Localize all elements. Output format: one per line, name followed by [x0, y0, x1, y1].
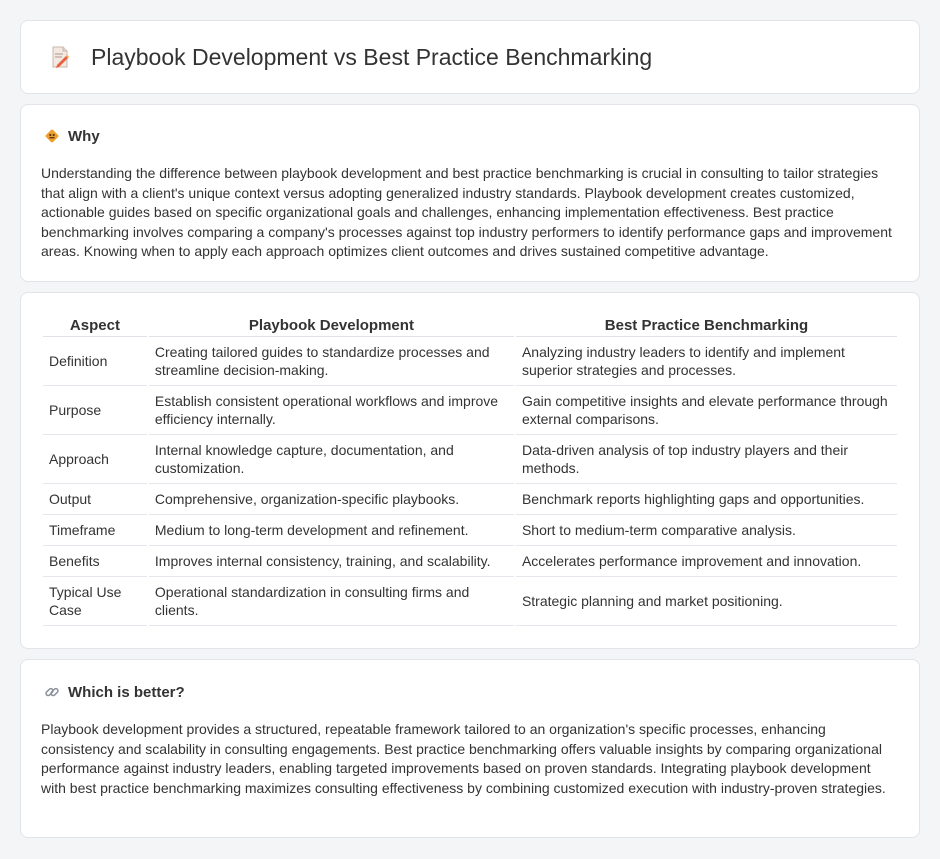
row-aspect: Output — [43, 484, 147, 515]
document-pencil-icon — [47, 44, 73, 70]
table-row — [43, 435, 897, 484]
page-title: Playbook Development vs Best Practice Benchmarking — [91, 43, 653, 70]
table-row — [43, 546, 897, 577]
comparison-table — [41, 313, 899, 626]
row-benchmarking: Short to medium-term comparative analysis. — [516, 515, 897, 546]
why-title: Why — [68, 127, 100, 145]
row-playbook: Internal knowledge capture, documentation, and customization. — [149, 435, 514, 484]
table-row — [43, 484, 897, 515]
row-benchmarking: Data-driven analysis of top industry players and their methods. — [516, 435, 897, 484]
comparison-card — [20, 292, 920, 649]
table-header-row — [43, 313, 897, 337]
why-section — [20, 104, 920, 282]
diamond-sign-icon — [43, 127, 61, 145]
link-icon — [43, 683, 61, 701]
better-heading — [43, 683, 185, 701]
column-header-benchmarking: Best Practice Benchmarking — [516, 313, 897, 337]
row-benchmarking: Analyzing industry leaders to identify and implement superior strategies and processes. — [516, 337, 897, 386]
table-row — [43, 337, 897, 386]
row-playbook: Improves internal consistency, training, and scalability. — [149, 546, 514, 577]
row-playbook: Comprehensive, organization-specific playbooks. — [149, 484, 514, 515]
row-aspect: Benefits — [43, 546, 147, 577]
title-card — [20, 20, 920, 94]
row-benchmarking: Accelerates performance improvement and innovation. — [516, 546, 897, 577]
column-header-aspect: Aspect — [43, 313, 147, 337]
row-aspect: Definition — [43, 337, 147, 386]
row-playbook: Creating tailored guides to standardize processes and streamline decision-making. — [149, 337, 514, 386]
row-playbook: Medium to long-term development and refinement. — [149, 515, 514, 546]
row-aspect: Typical Use Case — [43, 577, 147, 626]
row-playbook: Operational standardization in consulting firms and clients. — [149, 577, 514, 626]
which-is-better-section — [20, 659, 920, 838]
row-benchmarking: Benchmark reports highlighting gaps and opportunities. — [516, 484, 897, 515]
table-row — [43, 386, 897, 435]
table-row — [43, 515, 897, 546]
column-header-playbook: Playbook Development — [149, 313, 514, 337]
row-aspect: Purpose — [43, 386, 147, 435]
row-playbook: Establish consistent operational workflows and improve efficiency internally. — [149, 386, 514, 435]
row-benchmarking: Strategic planning and market positioning. — [516, 577, 897, 626]
row-benchmarking: Gain competitive insights and elevate performance through external comparisons. — [516, 386, 897, 435]
row-aspect: Approach — [43, 435, 147, 484]
better-body: Playbook development provides a structured, repeatable framework tailored to an organization's specific processes, enhancing consistency and scalability in consulting engagements. Best practice benchmarking offers valuable insights by comparing organizational performance against industry leaders, enabling targeted improvements based on proven standards. Integrating playbook development with best practice benchmarking maximizes consulting effectiveness by combining customized execution with industry-proven strategies. — [41, 721, 886, 796]
why-body: Understanding the difference between playbook development and best practice benchmarking is crucial in consulting to tailor strategies that align with a client's unique context versus adopting generalized industry standards. Playbook development creates customized, actionable guides based on specific organizational goals and challenges, enhancing implementation effectiveness. Best practice benchmarking involves comparing a company's processes against top industry performers to identify performance gaps and improvement areas. Knowing when to apply each approach optimizes client outcomes and drives sustained competitive advantage. — [41, 165, 892, 260]
row-aspect: Timeframe — [43, 515, 147, 546]
why-heading — [43, 127, 100, 145]
table-row — [43, 577, 897, 626]
better-title: Which is better? — [68, 683, 185, 701]
